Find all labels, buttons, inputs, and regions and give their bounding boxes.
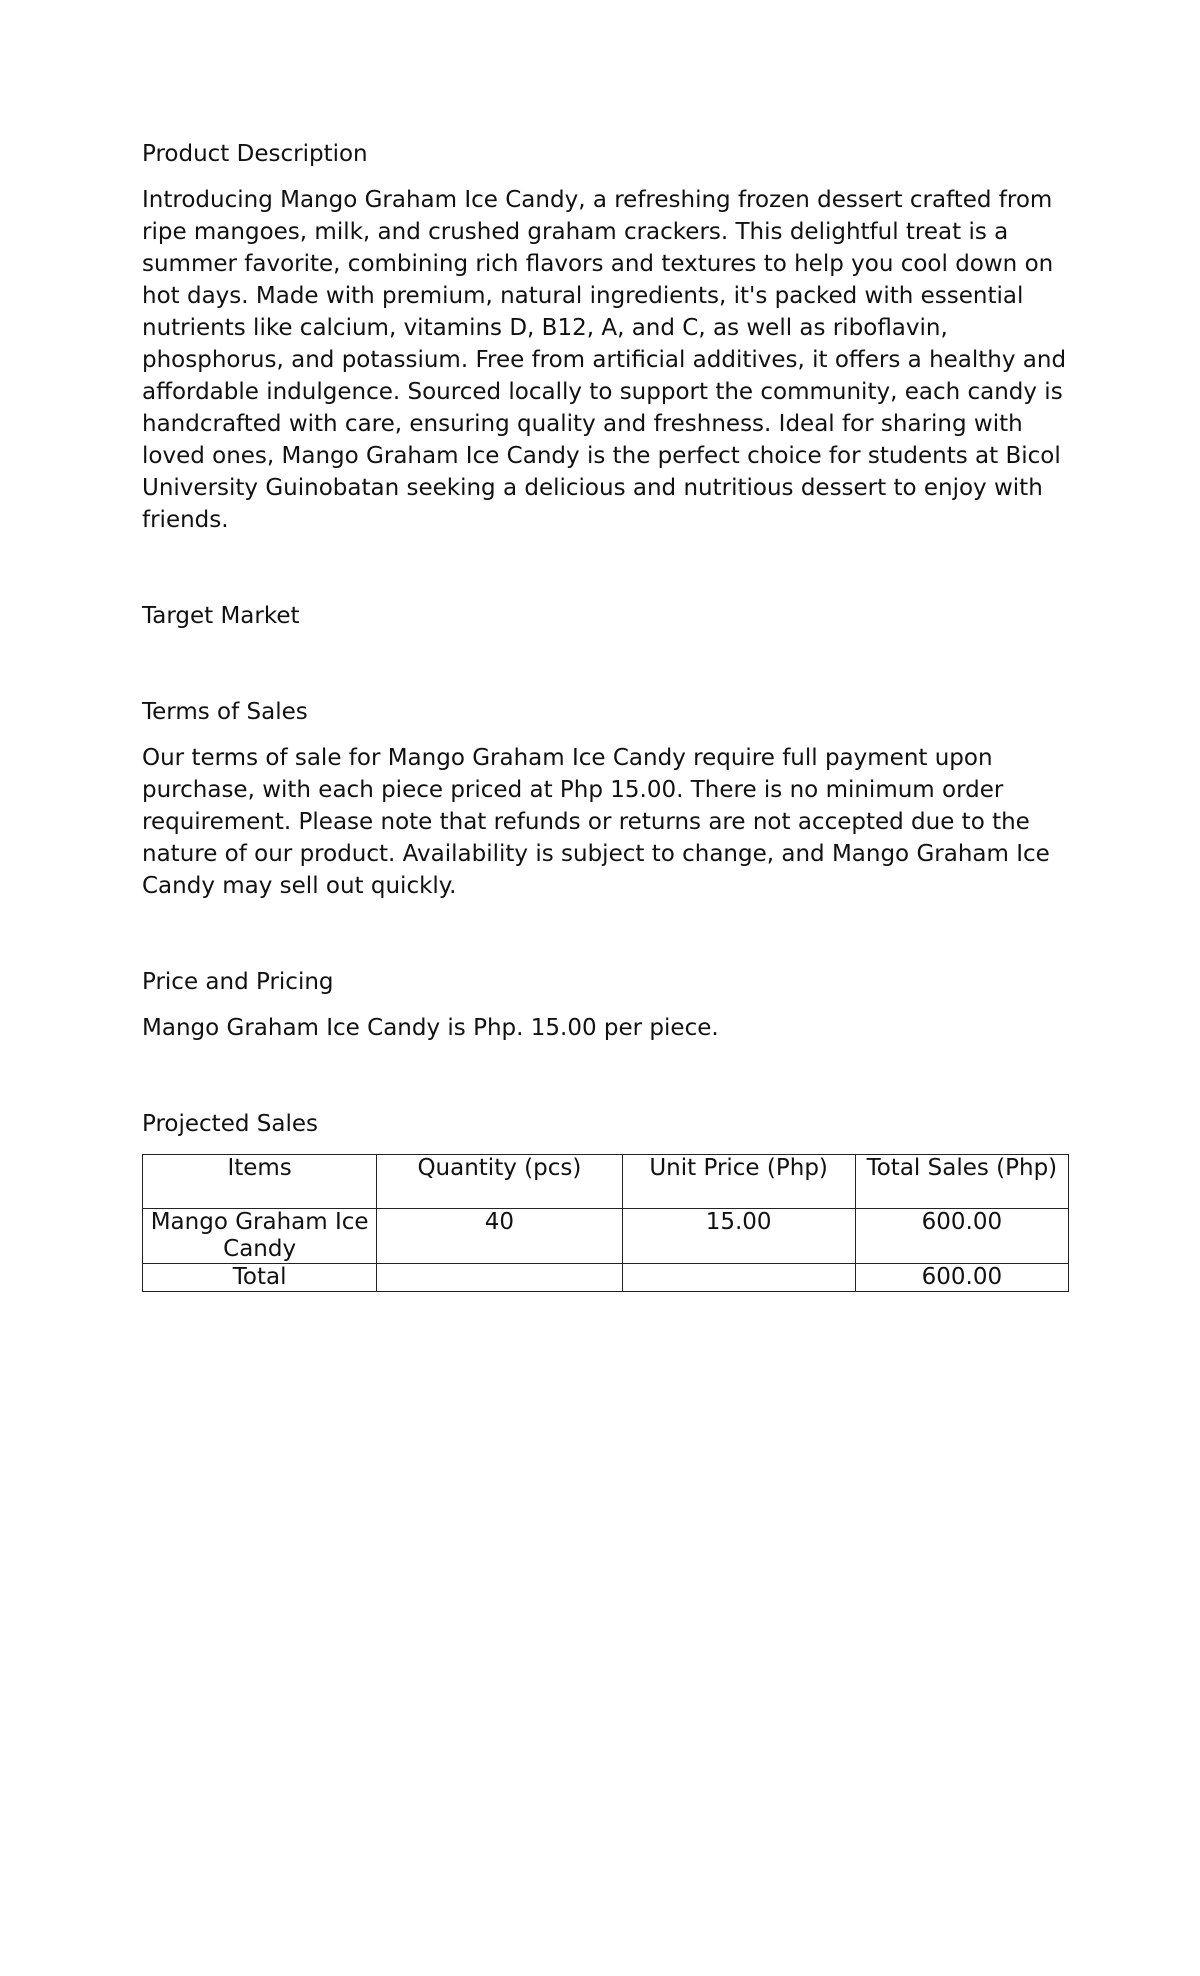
terms-of-sales-section — [142, 696, 1072, 902]
projected-sales-section — [142, 1108, 1072, 1292]
total-unit-price-cell — [622, 1264, 855, 1292]
product-description-heading: Product Description — [142, 141, 368, 167]
cell-total: 600.00 — [855, 1209, 1068, 1264]
total-sales-cell: 600.00 — [855, 1264, 1068, 1292]
target-market-section — [142, 600, 1072, 632]
document-page — [142, 138, 1072, 1292]
table-row — [143, 1209, 1069, 1264]
target-market-heading: Target Market — [142, 603, 300, 629]
price-and-pricing-text: Mango Graham Ice Candy is Php. 15.00 per piece. — [142, 1015, 719, 1041]
table-total-row — [143, 1264, 1069, 1292]
column-header-total-sales: Total Sales (Php) — [855, 1155, 1068, 1209]
price-and-pricing-section — [142, 966, 1072, 1044]
cell-item: Mango Graham Ice Candy — [143, 1209, 377, 1264]
table-header-row — [143, 1155, 1069, 1209]
product-description-text: Introducing Mango Graham Ice Candy, a refreshing frozen dessert crafted from ripe mangoes, milk, and crushed graham crackers. This delightful treat is a summer favorite, combining rich flavors and textures to help you cool down on hot days. Made with premium, natural ingredients, it's packed with essential nutrients like calcium, vitamins D, B12, A, and C, as well as riboflavin, phosphorus, and potassium. Free from artificial additives, it offers a healthy and affordable indulgence. Sourced locally to support the community, each candy is handcrafted with care, ensuring quality and freshness. Ideal for sharing with loved ones, Mango Graham Ice Candy is the perfect choice for students at Bicol University Guinobatan seeking a delicious and nutritious dessert to enjoy with friends. — [142, 187, 1067, 533]
column-header-items: Items — [143, 1155, 377, 1209]
cell-quantity: 40 — [377, 1209, 622, 1264]
total-label-cell: Total — [143, 1264, 377, 1292]
total-quantity-cell — [377, 1264, 622, 1292]
cell-unit-price: 15.00 — [622, 1209, 855, 1264]
terms-of-sales-heading: Terms of Sales — [142, 699, 308, 725]
terms-of-sales-text: Our terms of sale for Mango Graham Ice Candy require full payment upon purchase, with each piece priced at Php 15.00. There is no minimum order requirement. Please note that refunds or returns are not accepted due to the nature of our product. Availability is subject to change, and Mango Graham Ice Candy may sell out quickly. — [142, 745, 1050, 899]
column-header-quantity: Quantity (pcs) — [377, 1155, 622, 1209]
projected-sales-heading: Projected Sales — [142, 1111, 318, 1137]
price-and-pricing-heading: Price and Pricing — [142, 969, 334, 995]
column-header-unit-price: Unit Price (Php) — [622, 1155, 855, 1209]
product-description-section — [142, 138, 1072, 536]
projected-sales-table — [142, 1154, 1069, 1292]
